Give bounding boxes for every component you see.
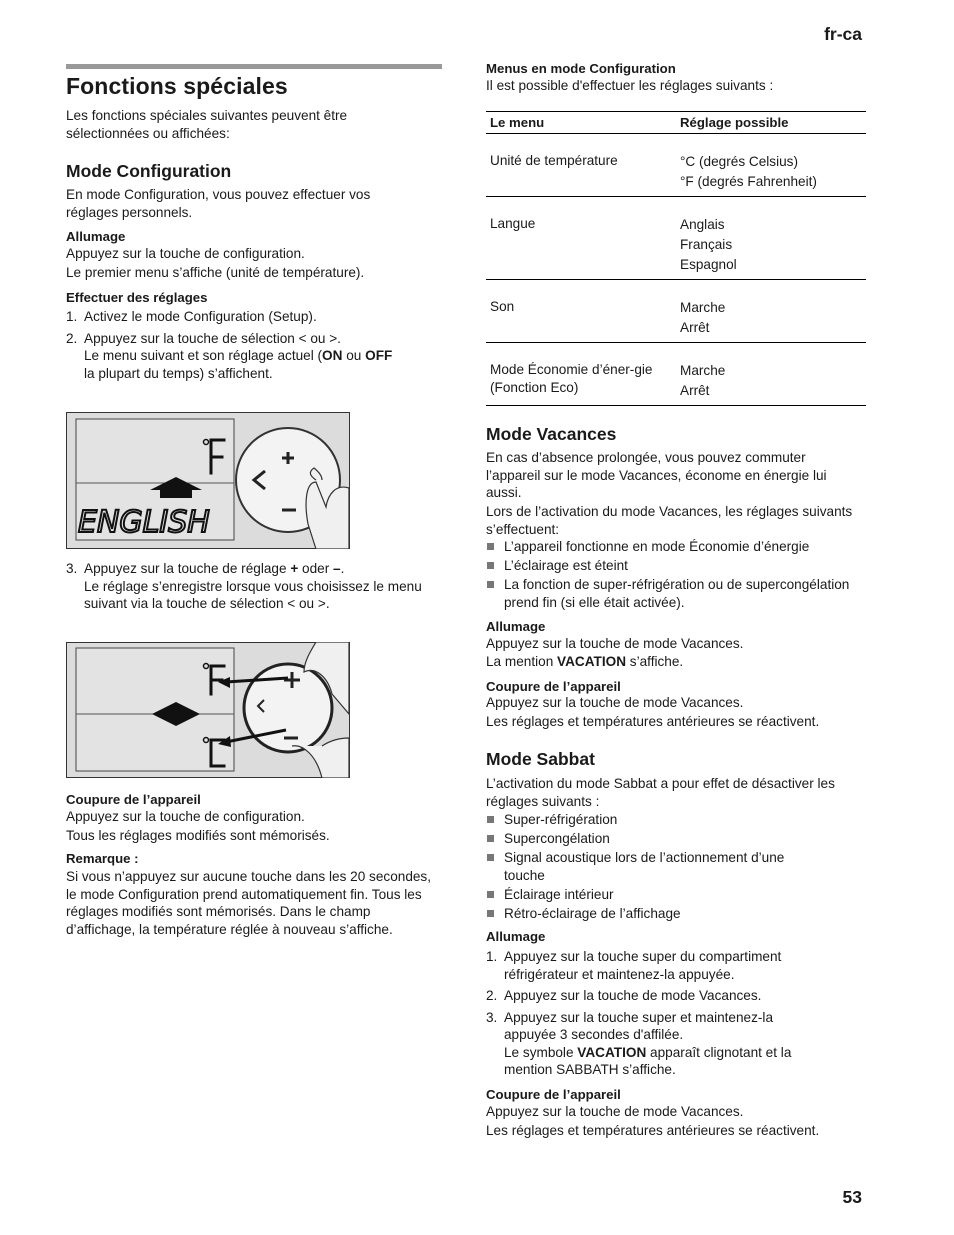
list-item: La fonction de super-réfrigération ou de supercongélation prend fin (si elle était activée). — [486, 576, 866, 611]
remarque-heading: Remarque : — [66, 851, 139, 866]
coupure-line-2: Tous les réglages modifiés sont mémorisés. — [66, 828, 330, 843]
config-intro: En mode Configuration, vous pouvez effectuer vos réglages personnels. — [66, 187, 371, 220]
sab-allumage-heading: Allumage — [486, 929, 546, 944]
remarque-text: Si vous n’appuyez sur aucune touche dans les 20 secondes, le mode Configuration prend automatiquement fin. Tous les réglages modifiés sont mémorisés. Dans le champ d’affichage, la température réglée à nouveau s’affiche. — [66, 869, 432, 937]
reglages-steps — [66, 308, 438, 382]
vac-coupure-line-1: Appuyez sur la touche de mode Vacances. — [486, 695, 744, 710]
sabbat-list — [486, 811, 826, 922]
cell-options: °C (degrés Celsius) °F (degrés Fahrenheit) — [676, 134, 866, 197]
list-item: L’appareil fonctionne en mode Économie d’énergie — [486, 538, 866, 556]
page-title: Fonctions spéciales — [66, 73, 288, 99]
step-2: 2. Appuyez sur la touche de sélection < ou >. — [66, 330, 341, 346]
list-item: Supercongélation — [486, 830, 826, 848]
sabbat-steps — [486, 948, 826, 1079]
allumage-heading: Allumage — [66, 229, 126, 244]
table-row — [486, 134, 866, 197]
sab-coupure-heading: Coupure de l’appareil — [486, 1087, 621, 1102]
cell-menu: Unité de température — [486, 134, 676, 197]
col-menu: Le menu — [486, 112, 676, 134]
language-tag: fr-ca — [824, 24, 862, 44]
vacances-list — [486, 538, 866, 611]
step-3-sub: Le réglage s’enregistre lorsque vous choisissez le menu suivant via la touche de sélection < ou >. — [84, 578, 422, 611]
vac-coupure-heading: Coupure de l’appareil — [486, 679, 621, 694]
coupure-heading: Coupure de l’appareil — [66, 792, 201, 807]
sabbat-step-3: 3. Appuyez sur la touche super et maintenez-la appuyée 3 secondes d'affilée. — [486, 1009, 774, 1042]
cell-options: Marche Arrêt — [676, 280, 866, 343]
coupure-line-1: Appuyez sur la touche de configuration. — [66, 809, 305, 824]
sabbat-p1: L’activation du mode Sabbat a pour effet de désactiver les réglages suivants : — [486, 776, 835, 809]
vacances-p1: En cas d’absence prolongée, vous pouvez commuter l’appareil sur le mode Vacances, économe en énergie lui aussi. — [486, 450, 827, 500]
list-item: Signal acoustique lors de l’actionnement d’une touche — [486, 849, 826, 884]
vacances-heading: Mode Vacances — [486, 424, 617, 444]
sab-coupure-line-2: Les réglages et températures antérieures se réactivent. — [486, 1123, 820, 1138]
step-2-sub: Le menu suivant et son réglage actuel (ON ou OFF la plupart du temps) s’affichent. — [84, 348, 393, 381]
vac-coupure-line-2: Les réglages et températures antérieures se réactivent. — [486, 714, 820, 729]
list-item: L’éclairage est éteint — [486, 557, 866, 575]
settings-table — [486, 111, 866, 406]
cell-options: Anglais Français Espagnol — [676, 197, 866, 280]
list-item: Super-réfrigération — [486, 811, 826, 829]
sabbat-heading: Mode Sabbat — [486, 749, 595, 769]
step-3: 3. Appuyez sur la touche de réglage + oder –. — [66, 561, 345, 576]
allumage-line-1: Appuyez sur la touche de configuration. — [66, 246, 305, 261]
cell-menu: Langue — [486, 197, 676, 280]
table-header — [486, 112, 866, 134]
cell-menu: Son — [486, 280, 676, 343]
step-3-block — [66, 560, 438, 613]
table-row — [486, 197, 866, 280]
cell-options: Marche Arrêt — [676, 343, 866, 406]
list-item: Rétro-éclairage de l’affichage — [486, 905, 826, 923]
sabbat-step-3-sub: Le symbole VACATION apparaît clignotant et la mention SABBATH s’affiche. — [504, 1044, 792, 1077]
table-row — [486, 343, 866, 406]
page-number: 53 — [842, 1187, 862, 1207]
sabbat-step-2: 2. Appuyez sur la touche de mode Vacances. — [486, 988, 762, 1003]
vacances-p2: Lors de l’activation du mode Vacances, les réglages suivants s’effectuent: — [486, 504, 853, 537]
vac-allumage-heading: Allumage — [486, 619, 546, 634]
config-heading: Mode Configuration — [66, 161, 232, 181]
vac-allumage-line-1: Appuyez sur la touche de mode Vacances. — [486, 636, 744, 651]
display-figure-units — [66, 642, 350, 778]
display-figure-english — [66, 412, 350, 549]
step-1: 1. Activez le mode Configuration (Setup). — [66, 309, 317, 324]
col-reglage: Réglage possible — [676, 112, 866, 134]
cell-menu: Mode Économie d’éner-gie (Fonction Eco) — [486, 343, 676, 406]
list-item: Éclairage intérieur — [486, 886, 826, 904]
menus-heading: Menus en mode Configuration — [486, 61, 676, 76]
allumage-line-2: Le premier menu s’affiche (unité de température). — [66, 265, 365, 280]
menus-intro: Il est possible d'effectuer les réglages suivants : — [486, 78, 774, 93]
title-rule — [66, 64, 442, 69]
intro-text: Les fonctions spéciales suivantes peuvent être sélectionnées ou affichées: — [66, 108, 348, 141]
reglages-heading: Effectuer des réglages — [66, 290, 208, 305]
display-word: ENGLISH — [78, 505, 210, 540]
table-row — [486, 280, 866, 343]
vac-allumage-line-2: La mention VACATION s’affiche. — [486, 654, 684, 669]
sab-coupure-line-1: Appuyez sur la touche de mode Vacances. — [486, 1104, 744, 1119]
sabbat-step-1: 1. Appuyez sur la touche super du compartiment réfrigérateur et maintenez-la appuyée. — [486, 949, 782, 982]
